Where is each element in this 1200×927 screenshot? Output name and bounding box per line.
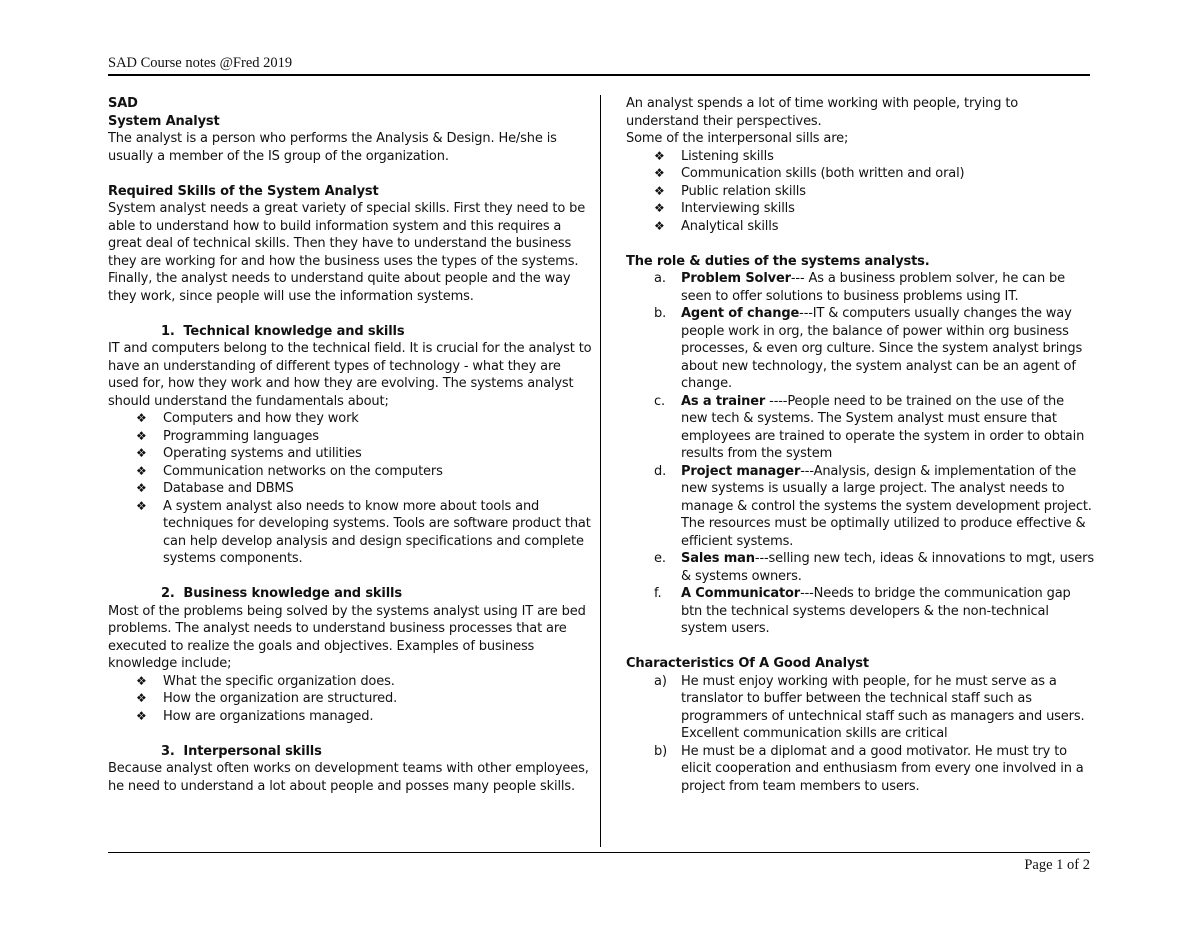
role-item: c. As a trainer ----People need to be trained on the use of the new tech & systems. The System analyst must ensure that employees are trained to operate the system in order to obtain results from the system — [654, 393, 1085, 461]
business-heading: 2. Business knowledge and skills — [161, 586, 402, 601]
right-column — [626, 95, 1094, 795]
diamond-bullet-icon: ❖ — [654, 201, 665, 215]
characteristics-list — [626, 673, 1094, 796]
diamond-bullet-icon: ❖ — [136, 428, 147, 443]
doc-title: SAD — [108, 96, 138, 111]
business-list — [108, 673, 593, 726]
analyst-people-paragraph: An analyst spends a lot of time working with people, trying to understand their perspectives. — [626, 96, 1019, 129]
list-item: ❖ A system analyst also needs to know more about tools and techniques for developing systems. Tools are software product that can help develop analysis and design specifications and complete systems components. — [136, 498, 591, 566]
footer-rule — [108, 852, 1090, 853]
technical-heading: 1. Technical knowledge and skills — [161, 323, 405, 339]
diamond-bullet-icon: ❖ — [136, 673, 147, 688]
diamond-bullet-icon: ❖ — [654, 183, 665, 198]
skills-heading: Required Skills of the System Analyst — [108, 183, 379, 199]
interpersonal-paragraph: Because analyst often works on development teams with other employees, he need to understand a lot about people and posses many people skills. — [108, 761, 589, 794]
characteristic-item: b) He must be a diplomat and a good motivator. He must try to elicit cooperation and enthusiasm from every one involved in a project from team members to users. — [654, 743, 1084, 794]
role-item: e. Sales man---selling new tech, ideas & innovations to mgt, users & systems owners. — [654, 551, 1094, 584]
diamond-bullet-icon: ❖ — [654, 148, 665, 163]
role-item: a. Problem Solver--- As a business problem solver, he can be seen to offer solutions to business problems using IT. — [654, 271, 1065, 304]
diamond-bullet-icon: ❖ — [136, 691, 147, 705]
skills-paragraph: System analyst needs a great variety of special skills. First they need to be able to understand how to build information system and this requires a great deal of technical skills. Then they have to understand the business they are working for and how the business uses the types of the systems. — [108, 201, 586, 269]
left-column — [108, 95, 593, 795]
list-item: ❖ Analytical skills — [654, 218, 779, 234]
list-item: ❖ Communication skills (both written and oral) — [654, 166, 965, 181]
list-item: ❖ Listening skills — [654, 148, 774, 164]
list-item: ❖ Database and DBMS — [136, 481, 294, 496]
interpersonal-list — [626, 148, 1094, 236]
role-item: d. Project manager---Analysis, design & implementation of the new systems is usually a large project. The analyst needs to manage & control the systems the system development project. The resources must be optimally utilized to produce effective & efficient systems. — [654, 463, 1092, 549]
list-item: ❖ Communication networks on the computers — [136, 463, 443, 479]
business-paragraph: Most of the problems being solved by the systems analyst using IT are bed problems. The analyst needs to understand business processes that are executed to realize the goals and objectives. Examples of business knowledge include; — [108, 603, 586, 671]
list-item: ❖ Interviewing skills — [654, 201, 795, 216]
characteristic-item: a) He must enjoy working with people, for he must serve as a translator to buffer between the technical staff such as programmers of untechnical staff such as managers and users. Excellent communication skills are critical — [654, 673, 1085, 741]
roles-list — [626, 270, 1094, 638]
diamond-bullet-icon: ❖ — [654, 218, 665, 233]
diamond-bullet-icon: ❖ — [136, 708, 147, 723]
list-item: ❖ What the specific organization does. — [136, 673, 395, 689]
diamond-bullet-icon: ❖ — [654, 166, 665, 180]
interpersonal-heading: 3. Interpersonal skills — [161, 743, 322, 759]
page-number: Page 1 of 2 — [1024, 857, 1090, 873]
section-title-system-analyst: System Analyst — [108, 113, 220, 129]
interpersonal-intro: Some of the interpersonal sills are; — [626, 131, 849, 146]
page-header: SAD Course notes @Fred 2019 — [108, 55, 1090, 76]
skills-paragraph-2: Finally, the analyst needs to understand quite about people and the way they work, since people will use the information systems. — [108, 271, 571, 304]
role-item: f. A Communicator---Needs to bridge the communication gap btn the technical systems developers & the non-technical system users. — [654, 586, 1071, 636]
intro-paragraph: The analyst is a person who performs the Analysis & Design. He/she is usually a member of the IS group of the organization. — [108, 131, 557, 164]
list-item: ❖ Public relation skills — [654, 183, 806, 199]
diamond-bullet-icon: ❖ — [136, 411, 147, 425]
roles-heading: The role & duties of the systems analysts. — [626, 253, 930, 269]
list-item: ❖ How the organization are structured. — [136, 691, 398, 706]
column-divider — [600, 95, 601, 847]
technical-list — [108, 410, 593, 568]
list-item: ❖ How are organizations managed. — [136, 708, 374, 724]
list-item: ❖ Operating systems and utilities — [136, 446, 362, 461]
diamond-bullet-icon: ❖ — [136, 463, 147, 478]
list-item: ❖ Programming languages — [136, 428, 319, 444]
diamond-bullet-icon: ❖ — [136, 498, 147, 513]
diamond-bullet-icon: ❖ — [136, 446, 147, 460]
characteristics-heading: Characteristics Of A Good Analyst — [626, 656, 869, 671]
technical-paragraph: IT and computers belong to the technical field. It is crucial for the analyst to have an understanding of different types of technology - what they are used for, how they work and how they are evolving. The systems analyst should understand the fundamentals about; — [108, 341, 592, 409]
list-item: ❖ Computers and how they work — [136, 411, 359, 426]
diamond-bullet-icon: ❖ — [136, 481, 147, 495]
role-item: b. Agent of change---IT & computers usually changes the way people work in org, the balance of power within org business processes, & even org culture. Since the system analyst brings about new technology, the system analyst can be an agent of change. — [654, 306, 1083, 391]
